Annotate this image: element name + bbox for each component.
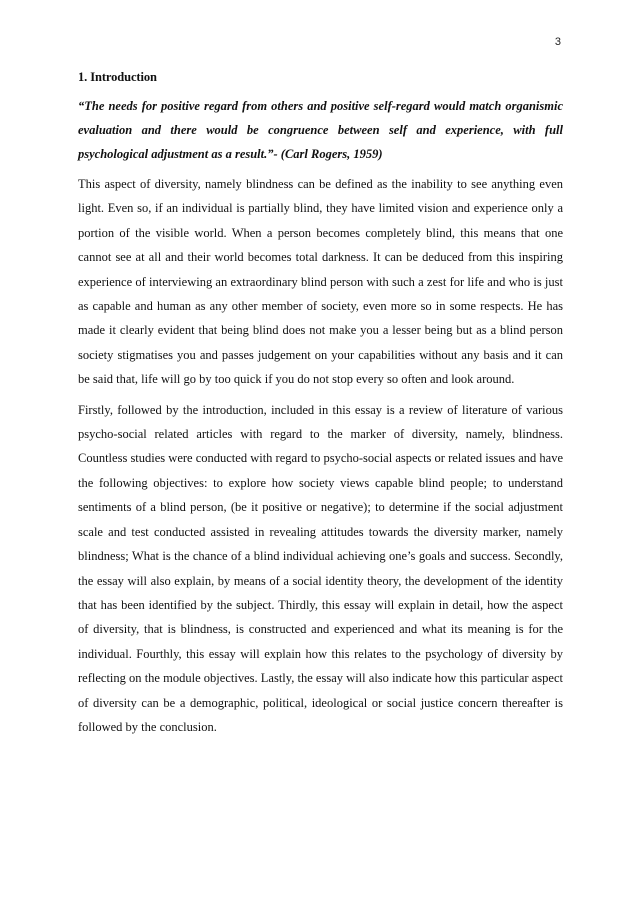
section-heading: 1. Introduction <box>78 70 157 84</box>
body-paragraph-1: This aspect of diversity, namely blindness can be defined as the inability to see anything even light. Even so, if an individual is partially blind, they have limited vision and experience only a portion of the visible world. When a person becomes completely blind, this means that one cannot see at all and their world becomes total darkness. It can be deduced from this inspiring experience of interviewing an extraordinary blind person with such a zest for life and who is just as capable and human as any other member of society, even more so in some respects. He has made it clearly evident that being blind does not make you a lesser being but as a blind person society stigmatises you and passes judgement on your capabilities without any basis and it can be said that, life will go by too quick if you do not stop every so often and look around. <box>78 177 563 387</box>
epigraph-quote: “The needs for positive regard from others and positive self-regard would match organismic evaluation and there would be congruence between self and experience, with full psychological adjustment as a result.”- (Carl Rogers, 1959) <box>78 99 563 161</box>
body-paragraph-2: Firstly, followed by the introduction, included in this essay is a review of literature of various psycho-social related articles with regard to the marker of diversity, namely, blindness. Countless studies were conducted with regard to psycho-social aspects or related issues and have the following objectives: to explore how society views capable blind people; to understand sentiments of a blind person, (be it positive or negative); to determine if the social adjustment scale and test conducted assisted in revealing attitudes towards the diversity marker, namely blindness; What is the chance of a blind individual achieving one’s goals and success. Secondly, the essay will also explain, by means of a social identity theory, the development of the identity that has been identified by the subject. Thirdly, this essay will explain in detail, how the aspect of diversity, that is blindness, is constructed and experienced and what its meaning is for the individual. Fourthly, this essay will explain how this relates to the psychology of diversity by reflecting on the module objectives. Lastly, the essay will also indicate how this particular aspect of diversity can be a demographic, political, ideological or social justice concern thereafter is followed by the conclusion. <box>78 402 563 734</box>
page-number: 3 <box>554 36 561 48</box>
document-body <box>78 70 563 745</box>
